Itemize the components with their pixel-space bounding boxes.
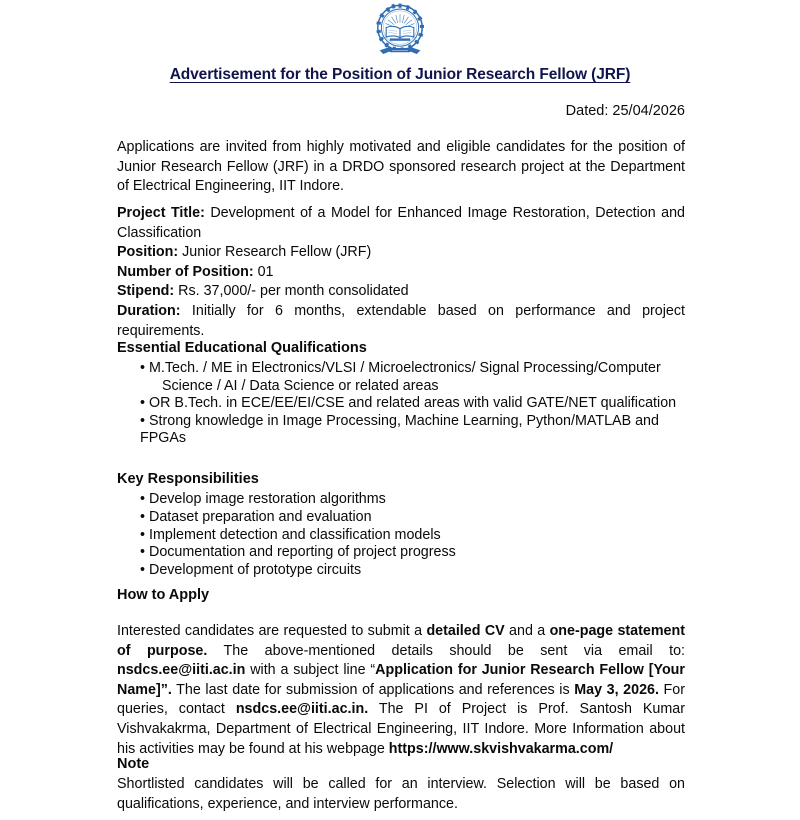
dated-line: Dated: 25/04/2026 bbox=[565, 103, 685, 119]
page-title: Advertisement for the Position of Junior Research Fellow (JRF) bbox=[169, 66, 631, 83]
bullet-icon: • bbox=[140, 544, 146, 561]
apply-t6: For queries, contact bbox=[117, 681, 685, 718]
bullet-icon: • bbox=[140, 395, 146, 412]
duration-label: Duration: bbox=[117, 302, 181, 319]
intro-text: Applications are invited from highly motivated and eligible candidates for the position of Junior Research Fellow (JRF) in a DRDO sponsored research project at the Department of Electrical Engineering, IIT Indore. bbox=[117, 139, 685, 195]
list-item-text: Development of prototype circuits bbox=[149, 562, 362, 579]
responsibilities-section bbox=[117, 470, 685, 580]
bullet-icon: • bbox=[140, 508, 146, 525]
how-to-apply-heading: How to Apply bbox=[117, 587, 210, 603]
qualifications-heading: Essential Educational Qualifications bbox=[117, 340, 367, 356]
project-title-line bbox=[117, 204, 685, 243]
number-label: Number of Position: bbox=[117, 263, 254, 280]
list-item-text: OR B.Tech. in ECE/EE/EI/CSE and related areas with valid GATE/NET qualification bbox=[149, 395, 677, 412]
apply-webpage-link[interactable]: https://www.skvishvakarma.com/ bbox=[388, 740, 614, 757]
apply-t2: and a bbox=[504, 623, 550, 639]
project-title-value: Development of a Model for Enhanced Image Restoration, Detection and Classification bbox=[117, 205, 685, 241]
apply-b1: detailed CV bbox=[426, 623, 505, 639]
note-text: Shortlisted candidates will be called for an interview. Selection will be based on qualifications, experience, and interview performance. bbox=[117, 776, 685, 812]
apply-t5: The last date for submission of applications and references is bbox=[171, 681, 575, 698]
duration-line bbox=[117, 302, 685, 341]
bullet-icon: • bbox=[140, 412, 146, 429]
stipend-label: Stipend: bbox=[117, 283, 175, 300]
list-item bbox=[117, 509, 685, 527]
note-section bbox=[117, 755, 685, 814]
list-item-text: Strong knowledge in Image Processing, Machine Learning, Python/MATLAB and FPGAs bbox=[140, 412, 659, 447]
number-value: 01 bbox=[253, 263, 274, 280]
bullet-icon: • bbox=[140, 562, 146, 579]
apply-t4: with a subject line “ bbox=[245, 662, 376, 679]
responsibilities-list bbox=[117, 491, 685, 580]
project-details bbox=[117, 204, 685, 341]
list-item bbox=[117, 562, 685, 580]
institute-logo bbox=[0, 0, 800, 62]
duration-value: Initially for 6 months, extendable based on performance and project requirements. bbox=[117, 302, 685, 339]
intro-paragraph bbox=[117, 138, 685, 197]
qualifications-section bbox=[117, 339, 685, 448]
iit-indore-emblem-icon bbox=[369, 0, 431, 60]
position-value: Junior Research Fellow (JRF) bbox=[178, 244, 372, 261]
stipend-value: Rs. 37,000/- per month consolidated bbox=[174, 283, 409, 300]
apply-t1: Interested candidates are requested to submit a bbox=[117, 623, 427, 639]
qualifications-list bbox=[117, 360, 685, 448]
responsibilities-heading: Key Responsibilities bbox=[117, 471, 259, 487]
apply-subject-line: Application for Junior Research Fellow [Your Name]”. bbox=[117, 662, 685, 698]
position-line bbox=[117, 243, 685, 263]
how-to-apply-text bbox=[117, 622, 685, 759]
project-title-label: Project Title: bbox=[117, 205, 205, 221]
position-label: Position: bbox=[117, 244, 179, 261]
list-item bbox=[117, 413, 685, 448]
list-item bbox=[117, 544, 685, 562]
how-to-apply-section bbox=[117, 586, 685, 759]
apply-email[interactable]: nsdcs.ee@iiti.ac.in bbox=[117, 662, 246, 679]
apply-deadline: May 3, 2026. bbox=[574, 681, 659, 698]
list-item-text: Documentation and reporting of project progress bbox=[149, 544, 456, 561]
stipend-line bbox=[117, 282, 685, 302]
list-item bbox=[117, 491, 685, 509]
apply-b2: one-page statement of purpose. bbox=[117, 623, 685, 659]
number-of-position-line bbox=[117, 263, 685, 283]
apply-query-email[interactable]: nsdcs.ee@iiti.ac.in. bbox=[235, 701, 369, 718]
list-item bbox=[117, 395, 685, 413]
note-heading: Note bbox=[117, 756, 150, 772]
list-item-text: Dataset preparation and evaluation bbox=[149, 508, 372, 525]
apply-t7: The PI of Project is Prof. Santosh Kumar Vishvakakrma, Department of Electrical Engineering, IIT Indore. More Information about his activities may be found at his webpage bbox=[117, 701, 686, 757]
list-item-text: Implement detection and classification models bbox=[149, 526, 441, 543]
bullet-icon: • bbox=[140, 491, 146, 507]
list-item-text: M.Tech. / ME in Electronics/VLSI / Microelectronics/ Signal Processing/Computer Science / AI / Data Science or related areas bbox=[149, 360, 661, 394]
list-item bbox=[117, 527, 685, 545]
list-item-text: Develop image restoration algorithms bbox=[149, 491, 386, 507]
bullet-icon: • bbox=[140, 360, 146, 376]
apply-t3: The above-mentioned details should be sent via email to: bbox=[207, 642, 685, 659]
list-item bbox=[117, 360, 685, 395]
bullet-icon: • bbox=[140, 526, 146, 543]
